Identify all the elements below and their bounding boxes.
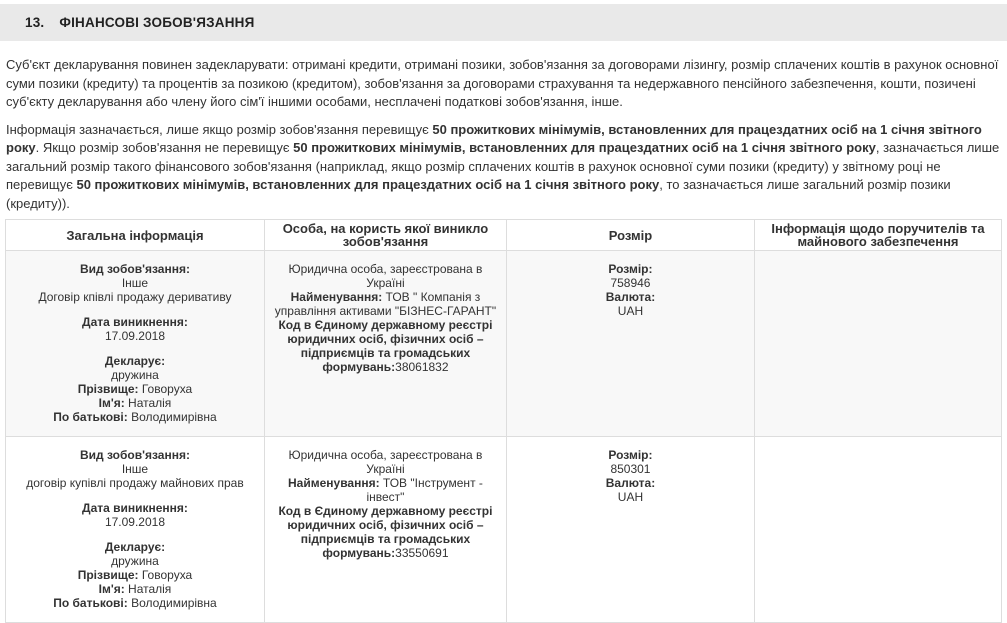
field-line [513,290,748,304]
field-group [271,448,500,560]
bold-text: Прізвище: [77,568,139,582]
bold-text: Найменування: [290,290,383,304]
bold-text: Вид зобов'язання: [80,262,190,276]
section-header [0,4,1007,41]
bold-text: Валюта: [605,290,656,304]
bold-text: Ім'я: [98,396,125,410]
field-line [513,448,748,462]
bold-text: Розмір: [608,448,653,462]
field-line: Юридична особа, зареєстрована в Україні [288,448,483,476]
cell-amount [506,251,754,437]
field-line: дружина [111,368,159,382]
table-header-row [6,220,1002,251]
field-line [513,476,748,490]
field-line [12,448,258,462]
bold-text: Код в Єдиному державному реєстрі юридичних осіб, фізичних осіб – підприємців та громадських формувань: [278,504,493,560]
bold-text: По батькові: [53,596,128,610]
field-group [12,540,258,610]
field-line: Код в Єдиному державному реєстрі юридичних осіб, фізичних осіб – підприємців та громадських формувань:38061832 [278,318,493,374]
field-line: Ім'я: Наталія [98,582,172,596]
field-line: Прізвище: Говоруха [77,568,193,582]
field-line [12,262,258,276]
col-header-general-info: Загальна інформація [6,220,265,251]
field-line: Ім'я: Наталія [98,396,172,410]
section-number: 13. [25,15,45,30]
bold-text: Дата виникнення: [82,315,188,329]
field-line [12,354,258,368]
obligation-row [6,251,1002,437]
bold-text: 50 прожиткових мінімумів, встановленних для працездатних осіб на 1 січня звітного року [76,177,660,192]
field-group [12,501,258,529]
bold-text: 50 прожиткових мінімумів, встановленних для працездатних осіб на 1 січня звітного року [293,140,876,155]
bold-text: Прізвище: [77,382,139,396]
field-line: Інше [121,276,149,290]
field-group [513,262,748,318]
table-body [6,251,1002,623]
field-line [12,501,258,515]
field-line: Найменування: ТОВ " Компанія з управління активами "БІЗНЕС-ГАРАНТ" [274,290,497,318]
field-line: Код в Єдиному державному реєстрі юридичних осіб, фізичних осіб – підприємців та громадських формувань:33550691 [278,504,493,560]
field-line: 17.09.2018 [104,515,165,529]
bold-text: Вид зобов'язання: [80,448,190,462]
cell-beneficiary [264,251,506,437]
col-header-amount: Розмір [506,220,754,251]
field-group [12,448,258,490]
bold-text: 50 прожиткових мінімумів, встановленних для працездатних осіб на 1 січня звітного року [6,121,982,155]
field-line: По батькові: Володимирівна [53,596,217,610]
bold-text: Дата виникнення: [82,501,188,515]
field-group [12,354,258,424]
cell-general-info [6,437,265,623]
obligation-row [6,437,1002,623]
bold-text: Декларує: [104,540,166,554]
bold-text: По батькові: [53,410,128,424]
field-line: договір купівлі продажу майнових прав [26,476,244,490]
field-line: Прізвище: Говоруха [77,382,193,396]
field-group [12,262,258,304]
field-line: UAH [617,304,644,318]
bold-text: Розмір: [608,262,653,276]
cell-guarantors [754,251,1001,437]
field-line [12,315,258,329]
col-header-beneficiary: Особа, на користь якої виникло зобов'язання [264,220,506,251]
cell-guarantors [754,437,1001,623]
cell-amount [506,437,754,623]
field-line: 17.09.2018 [104,329,165,343]
field-line: 850301 [610,462,651,476]
bold-text: Валюта: [605,476,656,490]
field-line: По батькові: Володимирівна [53,410,217,424]
section-title: ФІНАНСОВІ ЗОБОВ'ЯЗАННЯ [59,15,255,30]
cell-beneficiary [264,437,506,623]
field-line: дружина [111,554,159,568]
intro-paragraph-1: Суб'єкт декларування повинен задекларувати: отримані кредити, отримані позики, зобов'язання за договорами лізингу, розмір сплачених коштів в рахунок основної суми позики (кредиту) та процентів за позикою (кредитом), зобов'язання за договорами страхування та недержавного пенсійного забезпечення, кошти, позичені суб'єкту декларування або члену його сім'ї іншими особами, несплачені податкові зобов'язання, інше. [6,57,999,109]
bold-text: Код в Єдиному державному реєстрі юридичних осіб, фізичних осіб – підприємців та громадських формувань: [278,318,493,374]
field-line: Юридична особа, зареєстрована в Україні [288,262,483,290]
section-description [0,56,1007,213]
bold-text: Ім'я: [98,582,125,596]
field-line [12,540,258,554]
field-line: Найменування: ТОВ "Інструмент - інвест" [288,476,483,504]
field-line [513,262,748,276]
cell-general-info [6,251,265,437]
field-group [513,448,748,504]
intro-paragraph-2: Інформація зазначається, лише якщо розмір зобов'язання перевищує 50 прожиткових мінімумів, встановленних для працездатних осіб на 1 січня звітного року. Якщо розмір зобов'язання не перевищує 50 прожиткових мінімумів, встановленних для працездатних осіб на 1 січня звітного року, зазначається лише загальний розмір такого фінансового зобов'язання (наприклад, якщо розмір сплачених коштів в рахунок основної суми позики (кредиту) у звітному році не перевищує 50 прожиткових мінімумів, встановленних для працездатних осіб на 1 січня звітного року, то зазначається лише загальний розмір позики (кредиту)). [6,121,1000,211]
field-line: Договір кпівлі продажу деривативу [38,290,232,304]
financial-obligations-table [5,219,1002,623]
bold-text: Декларує: [104,354,166,368]
bold-text: Найменування: [288,476,380,490]
field-group [271,262,500,374]
field-line: Інше [121,462,149,476]
col-header-guarantors: Інформація щодо поручителів та майнового забезпечення [754,220,1001,251]
field-line: UAH [617,490,644,504]
field-line: 758946 [610,276,651,290]
field-group [12,315,258,343]
